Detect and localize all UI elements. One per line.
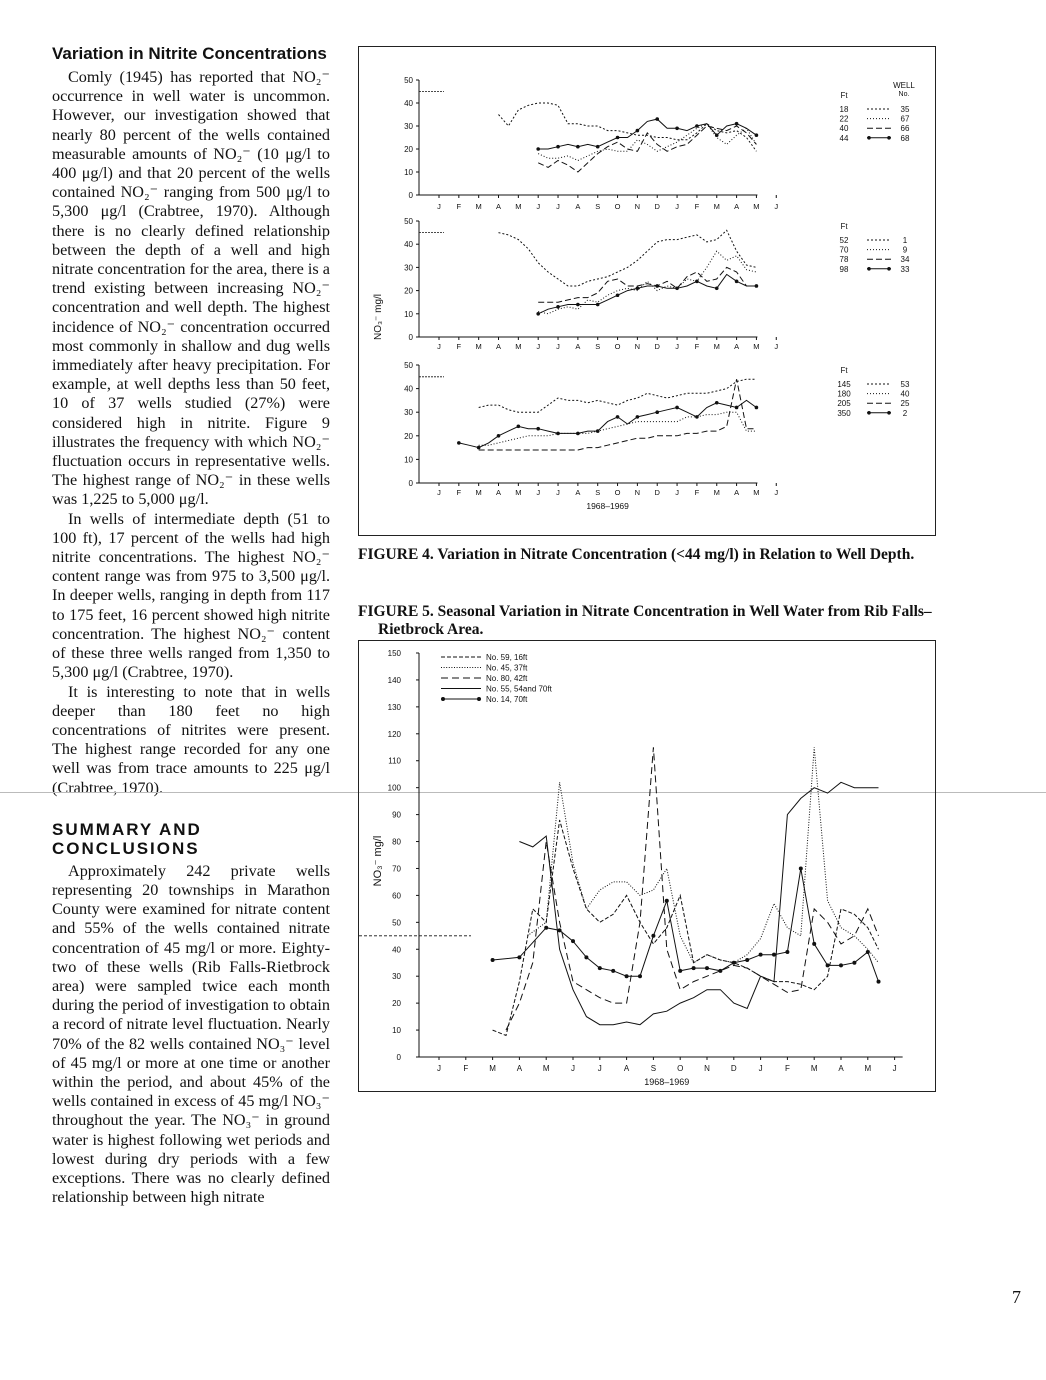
y-tick-label: 80	[392, 837, 401, 847]
data-point	[715, 133, 719, 137]
data-point	[584, 955, 588, 959]
month-label: J	[597, 1064, 602, 1073]
series-line	[538, 267, 756, 302]
data-point	[732, 961, 736, 965]
data-point	[596, 145, 600, 149]
data-point	[735, 406, 739, 410]
y-tick-label: 40	[404, 240, 413, 250]
legend-well-no: 34	[900, 255, 910, 265]
data-point	[616, 415, 620, 419]
month-label: O	[677, 1064, 684, 1073]
paragraph: Comly (1945) has reported that NO₂⁻ occurrence in well water is uncommon. However, our investigation showed that nearly 80 percent of the wells contained measurable amounts of NO₂⁻ (10 μg/l to 400 μg/l) and that 20 percent of the wells contained NO₂⁻ ranging from 500 μg/l to 5,300 μg/l (Crabtree, 1970). Although there is no clearly defined relationship between the depth of a well and high nitrate concentration for the area, there is a trend existing between increasing NO₂⁻ concentration and well depth. The highest incidence of NO₂⁻ concentration occurred most commonly in shallow and dug wells immediately after heavy precipitation. For example, at well depths less than 50 feet, 10 of 37 wells studied (27%) were considered high in nitrite. Figure 9 illustrates the frequency with which NO₂⁻ fluctuation occurs in representative wells. The highest range of NO₂⁻ in these wells was 1,225 to 5,000 μg/l.	[52, 68, 330, 509]
y-axis-label: NO₃⁻ mg/l	[373, 293, 384, 341]
month-label: A	[496, 202, 502, 211]
figure-5-chart	[359, 641, 934, 1090]
legend-label: No. 55, 54and 70ft	[486, 684, 552, 694]
month-label: M	[475, 488, 482, 497]
legend-well-no: 40	[900, 389, 910, 399]
month-label: J	[675, 202, 679, 211]
month-label: O	[614, 488, 621, 497]
legend-well-no: 35	[900, 105, 910, 114]
legend-ft-header: Ft	[840, 222, 848, 231]
data-point	[636, 415, 640, 419]
series-line	[479, 379, 757, 412]
legend-depth: 78	[839, 255, 849, 265]
y-tick-label: 0	[408, 191, 413, 200]
figure-5-caption-line1: FIGURE 5. Seasonal Variation in Nitrate Concentration in Well Water from Rib Falls–	[358, 603, 932, 620]
month-label: J	[536, 488, 541, 497]
legend-label: No. 59, 16ft	[486, 653, 528, 662]
data-point	[839, 963, 843, 967]
data-point	[675, 406, 679, 410]
month-label: J	[675, 488, 679, 497]
y-tick-label: 30	[404, 408, 413, 418]
data-point	[735, 280, 739, 284]
month-label: J	[556, 342, 560, 351]
data-point	[675, 286, 679, 290]
month-label: J	[437, 202, 441, 211]
legend-well-no: 2	[902, 408, 908, 418]
data-point	[576, 145, 580, 149]
month-label: J	[437, 1064, 441, 1073]
legend-depth: 22	[839, 114, 849, 124]
month-label: M	[515, 488, 522, 497]
y-tick-label: 40	[392, 945, 401, 955]
series-line	[527, 747, 878, 962]
month-label: N	[634, 342, 641, 351]
legend-depth: 70	[839, 245, 849, 255]
legend-depth: 145	[837, 380, 851, 389]
month-label: A	[838, 1064, 844, 1073]
month-label: F	[456, 202, 462, 211]
legend-depth: 18	[839, 105, 849, 114]
y-tick-label: 120	[387, 729, 401, 739]
data-point	[536, 427, 540, 431]
y-tick-label: 30	[404, 263, 413, 273]
legend-marker	[867, 267, 871, 271]
legend-ft-header: Ft	[840, 366, 848, 375]
figure-5-caption-line2: Rietbrock Area.	[378, 621, 484, 638]
data-point	[544, 926, 548, 930]
data-point	[695, 124, 699, 128]
series-line	[493, 869, 879, 982]
month-label: A	[623, 1064, 630, 1073]
data-point	[497, 434, 501, 438]
legend-well-no: 68	[900, 133, 910, 143]
month-label: A	[734, 202, 740, 211]
month-label: J	[774, 488, 779, 497]
y-tick-label: 20	[404, 431, 413, 441]
month-label: J	[758, 1064, 763, 1073]
legend-well-no: 66	[900, 124, 910, 134]
month-label: D	[654, 342, 660, 351]
month-label: F	[694, 488, 700, 497]
data-point	[735, 122, 739, 126]
month-label: A	[734, 342, 740, 351]
month-label: N	[704, 1064, 710, 1073]
month-label: A	[516, 1064, 523, 1073]
month-label: F	[694, 342, 700, 351]
legend-depth: 98	[839, 264, 849, 274]
data-point	[759, 953, 763, 957]
month-label: F	[456, 342, 462, 351]
month-label: M	[753, 488, 760, 497]
y-tick-label: 50	[404, 217, 413, 226]
data-point	[812, 942, 816, 946]
data-point	[638, 974, 642, 978]
data-point	[772, 953, 776, 957]
figure-4-chart	[359, 47, 934, 534]
data-point	[755, 406, 759, 410]
y-tick-label: 0	[408, 333, 413, 342]
legend-label: No. 45, 37ft	[486, 663, 528, 673]
data-point	[536, 312, 540, 316]
y-tick-label: 40	[404, 384, 413, 394]
legend-well-no: 53	[900, 380, 910, 389]
data-point	[576, 303, 580, 307]
y-tick-label: 10	[392, 1026, 401, 1036]
month-label: J	[556, 488, 560, 497]
data-point	[576, 432, 580, 436]
y-tick-label: 20	[392, 999, 401, 1009]
data-point	[877, 980, 881, 984]
legend-well-header: No.	[898, 91, 910, 98]
y-tick-label: 30	[392, 972, 401, 982]
data-point	[556, 305, 560, 309]
data-point	[536, 147, 540, 151]
month-label: M	[753, 202, 760, 211]
data-point	[611, 969, 615, 973]
legend-marker	[441, 697, 445, 701]
month-label: J	[675, 342, 679, 351]
month-label: J	[536, 342, 541, 351]
y-tick-label: 90	[392, 810, 401, 820]
legend-label: No. 14, 70ft	[486, 695, 528, 704]
month-label: M	[515, 342, 522, 351]
legend-well-no: 1	[902, 236, 908, 245]
data-point	[571, 939, 575, 943]
series-line	[506, 747, 879, 1030]
section-heading-nitrite: Variation in Nitrite Concentrations	[52, 44, 327, 63]
data-point	[678, 969, 682, 973]
data-point	[636, 129, 640, 133]
y-tick-label: 100	[387, 783, 401, 793]
data-point	[715, 401, 719, 405]
y-tick-label: 30	[404, 122, 413, 131]
legend-marker	[867, 411, 871, 415]
month-label: S	[595, 202, 601, 211]
data-point	[826, 963, 830, 967]
data-point	[636, 286, 640, 290]
legend-marker	[887, 411, 891, 415]
data-point	[616, 136, 620, 140]
series-line	[499, 103, 757, 151]
month-label: M	[864, 1064, 872, 1073]
month-label: F	[784, 1064, 790, 1073]
y-tick-label: 150	[387, 649, 401, 658]
month-label: M	[753, 342, 760, 351]
legend-ft-header: Ft	[840, 91, 848, 100]
y-tick-label: 50	[392, 918, 401, 928]
month-label: J	[892, 1064, 897, 1073]
data-point	[695, 280, 699, 284]
data-point	[517, 425, 521, 429]
data-point	[655, 410, 659, 414]
month-label: F	[694, 202, 700, 211]
month-label: S	[650, 1064, 657, 1073]
month-label: A	[496, 488, 502, 497]
month-label: F	[456, 488, 462, 497]
y-tick-label: 20	[404, 286, 413, 296]
y-tick-label: 10	[404, 309, 413, 319]
y-tick-label: 0	[396, 1053, 401, 1062]
x-axis-label: 1968–1969	[644, 1077, 690, 1087]
data-point	[616, 293, 620, 297]
y-tick-label: 20	[404, 145, 413, 154]
y-tick-label: 60	[392, 891, 401, 901]
y-tick-label: 70	[392, 864, 401, 874]
data-point	[665, 899, 669, 903]
legend-marker	[887, 136, 891, 140]
month-label: S	[595, 342, 601, 351]
paragraph: Approximately 242 private wells representing 20 townships in Marathon County were examined for nitrate content and 55% of the wells contained nitrate concentration of 45 mg/l or more. Eighty-two of these wells (Rib Falls-Rietbrock area) were sampled twice each month during the period of investigation to obtain a record of nitrate level fluctuation. Nearly 70% of the 82 wells contained NO₃⁻ level of 45 mg/l or more at one time or another within the period, and about 45% of the wells contained in excess of 45 mg/l NO₃⁻ throughout the year. The NO₃⁻ in ground water is highest following wet periods and lowest during dry periods with a few exceptions. There was no clearly defined relationship between high nitrate	[52, 861, 330, 1207]
page-number: 7	[1012, 1287, 1021, 1307]
data-point	[596, 303, 600, 307]
month-label: M	[515, 202, 522, 211]
data-point	[651, 934, 655, 938]
legend-marker	[477, 697, 481, 701]
month-label: D	[654, 488, 660, 497]
data-point	[625, 974, 629, 978]
legend-depth: 52	[839, 236, 849, 245]
x-axis-label: 1968–1969	[586, 501, 629, 511]
data-point	[517, 955, 521, 959]
paragraph: It is interesting to note that in wells deeper than 180 feet no high concentrations of nitrites were present. The highest range recorded for any one well was from trace amounts to 225 μg/l (Crabtree, 1970).	[52, 682, 330, 797]
month-label: O	[614, 342, 621, 351]
month-label: A	[496, 342, 502, 351]
month-label: S	[595, 488, 601, 497]
y-tick-label: 10	[404, 168, 413, 177]
legend-marker	[867, 136, 871, 140]
data-point	[799, 866, 803, 870]
month-label: A	[575, 488, 581, 497]
month-label: M	[713, 488, 720, 497]
legend-marker	[887, 267, 891, 271]
month-label: J	[774, 342, 779, 351]
legend-label: No. 80, 42ft	[486, 674, 528, 683]
data-point	[477, 446, 481, 450]
month-label: A	[575, 202, 581, 211]
month-label: M	[475, 202, 482, 211]
y-tick-label: 130	[387, 702, 401, 712]
month-label: J	[536, 202, 541, 211]
data-point	[715, 286, 719, 290]
data-point	[558, 928, 562, 932]
legend-depth: 180	[837, 389, 851, 399]
legend-depth: 44	[839, 133, 849, 143]
y-axis-label: NO₃⁻ mg/l	[372, 835, 384, 887]
month-label: M	[489, 1064, 496, 1073]
month-label: J	[571, 1064, 575, 1073]
y-tick-label: 50	[404, 76, 413, 85]
legend-depth: 40	[839, 124, 849, 134]
data-point	[556, 432, 560, 436]
month-label: A	[734, 488, 740, 497]
legend-depth: 205	[837, 399, 851, 409]
month-label: M	[713, 342, 720, 351]
data-point	[785, 950, 789, 954]
legend-well-no: 25	[900, 399, 910, 409]
series-line	[538, 126, 756, 172]
data-point	[655, 117, 659, 121]
legend-well-no: 33	[900, 264, 910, 274]
series-line	[519, 782, 878, 1024]
data-point	[695, 415, 699, 419]
y-tick-label: 10	[404, 455, 413, 465]
month-label: O	[614, 202, 621, 211]
data-point	[598, 966, 602, 970]
data-point	[755, 284, 759, 288]
month-label: M	[810, 1064, 818, 1073]
data-point	[755, 133, 759, 137]
month-label: J	[556, 202, 560, 211]
data-point	[556, 145, 560, 149]
data-point	[705, 966, 709, 970]
month-label: M	[713, 202, 720, 211]
figure-5	[358, 640, 936, 1092]
data-point	[718, 969, 722, 973]
data-point	[692, 966, 696, 970]
series-line	[493, 820, 879, 1036]
legend-well-no: 9	[902, 245, 908, 255]
data-point	[457, 441, 461, 445]
section-heading-summary: SUMMARY AND CONCLUSIONS	[52, 819, 202, 858]
left-text-column	[52, 44, 330, 1207]
legend-well-no: 67	[900, 114, 910, 124]
data-point	[745, 958, 749, 962]
y-tick-label: 40	[404, 99, 413, 108]
y-tick-label: 50	[404, 361, 413, 370]
month-label: D	[730, 1064, 737, 1073]
data-point	[852, 961, 856, 965]
y-tick-label: 140	[387, 675, 401, 685]
data-point	[866, 950, 870, 954]
data-point	[655, 284, 659, 288]
month-label: M	[475, 342, 482, 351]
y-tick-label: 110	[388, 756, 401, 766]
legend-depth: 350	[837, 408, 851, 418]
month-label: N	[634, 202, 641, 211]
y-tick-label: 0	[408, 479, 413, 488]
month-label: F	[463, 1064, 469, 1073]
month-label: A	[575, 342, 581, 351]
month-label: D	[654, 202, 660, 211]
data-point	[491, 958, 495, 962]
figure-4-caption: FIGURE 4. Variation in Nitrate Concentration (<44 mg/l) in Relation to Well Depth.	[358, 546, 915, 563]
month-label: J	[774, 202, 779, 211]
month-label: M	[542, 1064, 550, 1073]
data-point	[596, 429, 600, 433]
paragraph: In wells of intermediate depth (51 to 100 ft), 17 percent of the wells had high nitrite concentrations. The highest NO₂⁻ content range was from 975 to 3,500 μg/l. In deeper wells, ranging in depth from 117 to 175 feet, 16 percent showed high nitrite concentration. The highest NO₂⁻ content of these three wells ranged from 1,350 to 5,300 μg/l (Crabtree, 1970).	[52, 509, 330, 682]
month-label: N	[634, 488, 641, 497]
legend-well-header: WELL	[893, 81, 915, 90]
month-label: J	[437, 488, 441, 497]
month-label: J	[437, 342, 441, 351]
figure-4	[358, 46, 936, 536]
series-line	[538, 274, 756, 313]
data-point	[675, 127, 679, 131]
